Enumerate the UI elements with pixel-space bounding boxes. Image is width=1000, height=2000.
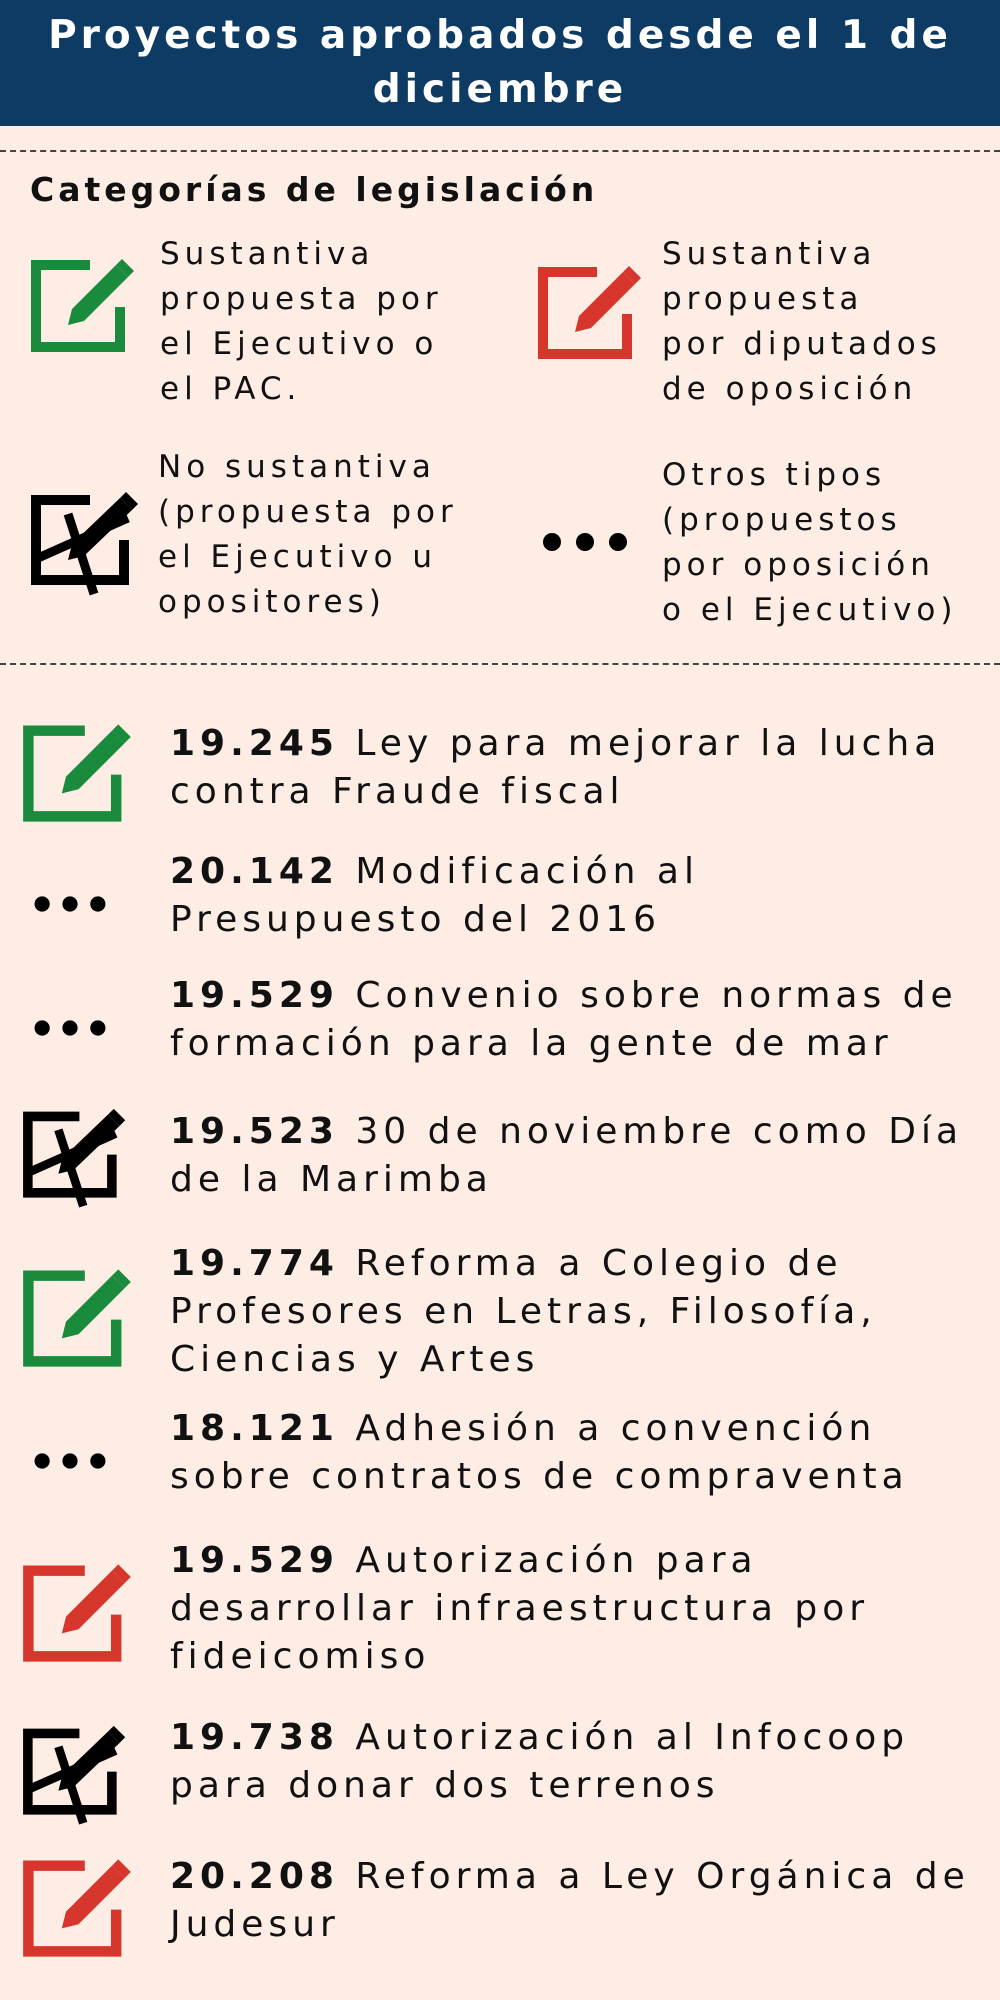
- red-edit-icon: [20, 1560, 135, 1665]
- project-number: 19.529: [170, 975, 339, 1016]
- project-text: [170, 1537, 970, 1681]
- project-number: 19.738: [170, 1717, 339, 1758]
- project-number: 19.529: [170, 1540, 339, 1581]
- green-edit-icon: [20, 720, 135, 825]
- project-title: Convenio sobre normas de formación para la gente de mar: [170, 975, 958, 1064]
- project-text: [170, 1405, 970, 1501]
- project-text: [170, 1108, 970, 1204]
- project-number: 19.523: [170, 1111, 339, 1152]
- legend-text: Sustantiva propuesta por el Ejecutivo o el PAC.: [160, 236, 443, 407]
- project-text: [170, 972, 970, 1068]
- green-edit-icon: [20, 1265, 135, 1370]
- red-edit-icon: [535, 262, 645, 362]
- project-title: Autorización al Infocoop para donar dos terrenos: [170, 1717, 910, 1806]
- project-text: [170, 848, 970, 944]
- project-text: [170, 1240, 970, 1384]
- divider-top: [0, 150, 1000, 152]
- project-text: [170, 1714, 970, 1810]
- legend-text: No sustantiva (propuesta por el Ejecutivo u opositores): [158, 449, 458, 620]
- legend-text: Otros tipos (propuestos por oposición o el Ejecutivo): [662, 457, 958, 628]
- project-number: 20.142: [170, 851, 339, 892]
- green-edit-icon: [28, 255, 138, 355]
- project-number: 19.774: [170, 1243, 339, 1284]
- ellipsis-icon: [540, 530, 630, 554]
- project-title: Reforma a Colegio de Profesores en Letras, Filosofía, Ciencias y Artes: [170, 1243, 877, 1380]
- ellipsis-icon: [32, 1017, 108, 1039]
- project-title: Adhesión a convención sobre contratos de compraventa: [170, 1408, 909, 1497]
- project-text: [170, 1853, 970, 1949]
- ellipsis-icon: [32, 893, 108, 915]
- page-title: Proyectos aprobados desde el 1 de diciembre: [48, 13, 952, 112]
- project-number: 20.208: [170, 1856, 339, 1897]
- crossed-edit-icon: [28, 488, 148, 598]
- legend-text: Sustantiva propuesta por diputados de oposición: [662, 236, 942, 407]
- page-header: [0, 0, 1000, 126]
- project-title: Modificación al Presupuesto del 2016: [170, 851, 699, 940]
- project-number: 19.245: [170, 723, 339, 764]
- legend-title: Categorías de legislación: [30, 170, 599, 209]
- divider-bottom: [0, 663, 1000, 665]
- crossed-edit-icon: [20, 1722, 135, 1827]
- project-title: 30 de noviembre como Día de la Marimba: [170, 1111, 964, 1200]
- project-title: Reforma a Ley Orgánica de Judesur: [170, 1856, 970, 1945]
- project-number: 18.121: [170, 1408, 339, 1449]
- project-title: Autorización para desarrollar infraestructura por fideicomiso: [170, 1540, 870, 1677]
- project-text: [170, 720, 970, 816]
- project-title: Ley para mejorar la lucha contra Fraude fiscal: [170, 723, 942, 812]
- red-edit-icon: [20, 1855, 135, 1960]
- crossed-edit-icon: [20, 1105, 135, 1210]
- ellipsis-icon: [32, 1450, 108, 1472]
